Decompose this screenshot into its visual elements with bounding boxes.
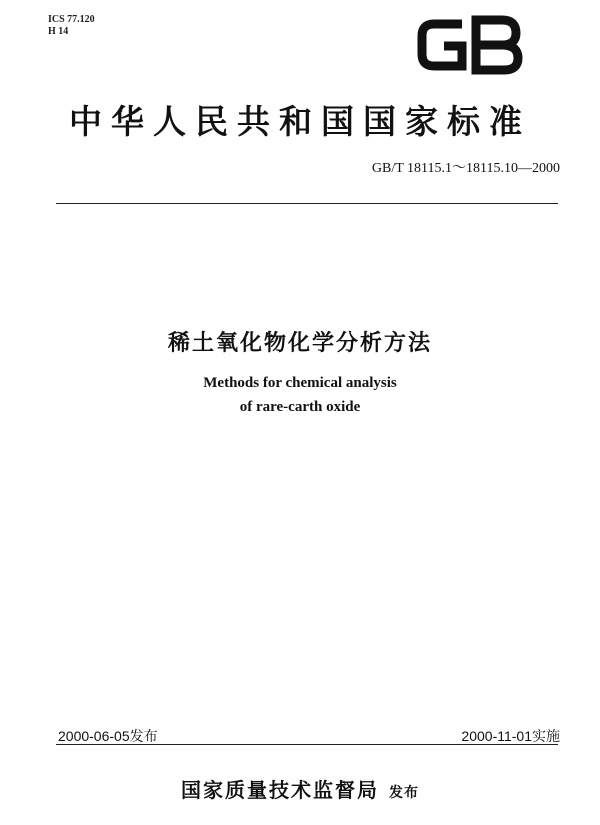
standard-number: GB/T 18115.1～18115.10—2000 <box>371 161 560 176</box>
bottom-divider <box>56 744 558 745</box>
document-title-en-line1: Methods for chemical analysis <box>203 375 397 391</box>
gb-logo-graphic <box>414 14 526 76</box>
document-title-en-line2: of rare-carth oxide <box>239 399 361 415</box>
category-code: H 14 <box>48 26 69 37</box>
gb-logo <box>414 14 526 76</box>
standard-title: 中华人民共和国国家标准 <box>69 102 531 141</box>
issuer-suffix: 发布 <box>389 785 419 801</box>
gb-logo-text: GB <box>414 14 416 15</box>
ics-code: ICS 77.120 <box>48 14 95 25</box>
implementation-date: 2000-11-01实施 <box>461 728 560 744</box>
issuer <box>0 774 600 803</box>
issue-date: 2000-06-05发布 <box>58 728 158 744</box>
top-divider <box>56 203 558 204</box>
document-title-zh: 稀土氧化物化学分析方法 <box>167 331 432 356</box>
issuer-name: 国家质量技术监督局 <box>181 778 379 802</box>
